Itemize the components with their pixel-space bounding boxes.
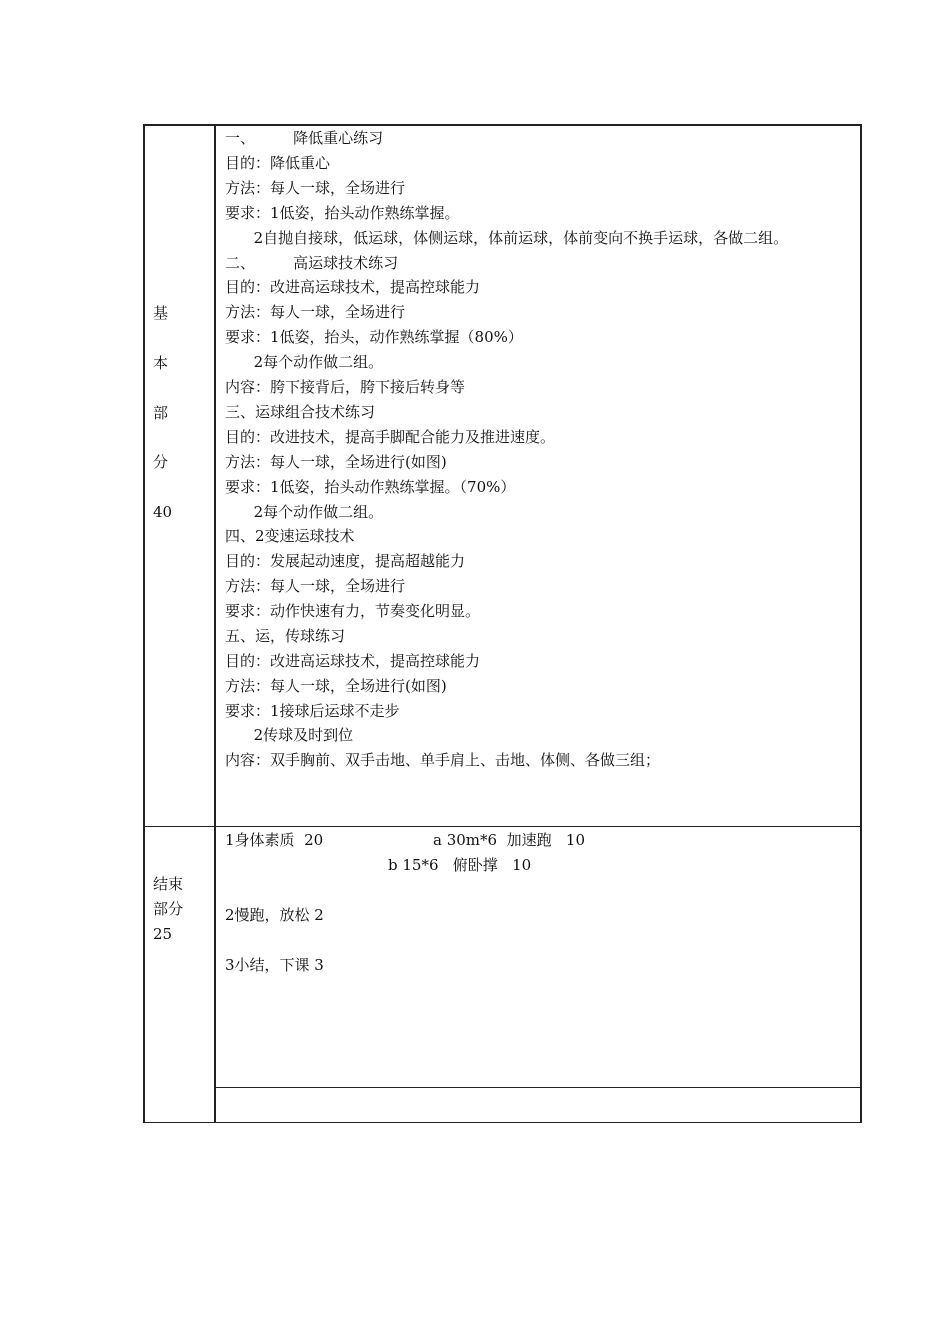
content-line: 目的：改进技术，提高手脚配合能力及推进速度。 [225,428,556,446]
table-right-border [860,124,862,1123]
content-line: 要求：1低姿，抬头动作熟练掌握。 [225,204,460,222]
content-line: 四、2变速运球技术 [225,527,355,545]
content-line: 方法：每人一球，全场进行 [225,179,406,197]
content-line: 方法：每人一球，全场进行 [225,303,406,321]
content-line: 一、 降低重心练习 [225,129,384,147]
content-line: 2每个动作做二组。 [225,353,384,371]
content-line: 目的：发展起动速度，提高超越能力 [225,552,466,570]
label-line: 部分 [153,900,184,918]
content-line: 要求：1低姿，抬头动作熟练掌握。（70%） [225,478,516,496]
content-line: 二、 高运球技术练习 [225,254,399,272]
content-line: 要求：动作快速有力，节奏变化明显。 [225,602,481,620]
label-char: 分 [153,453,169,471]
content-line: 五、运，传球练习 [225,627,346,645]
content-line: 2每个动作做二组。 [225,503,384,521]
column-divider [214,124,216,1123]
fitness-sub-a: a 30m*6 加速跑 10 [433,831,585,849]
fitness-sub-b: b 15*6 俯卧撑 10 [388,856,532,874]
content-line: 目的：降低重心 [225,154,331,172]
fitness-item: 1身体素质 20 [225,831,324,849]
label-line: 结束 [153,875,184,893]
content-line: 三、运球组合技术练习 [225,403,376,421]
table-left-border [143,124,145,1123]
label-char: 部 [153,404,169,422]
content-line: 方法：每人一球，全场进行(如图) [225,677,447,695]
inner-divider [215,1087,862,1088]
content-line: 内容：胯下接背后，胯下接后转身等 [225,378,466,396]
cooldown-item: 2慢跑，放松 2 [225,906,324,924]
content-line: 目的：改进高运球技术，提高控球能力 [225,278,481,296]
content-line: 方法：每人一球，全场进行 [225,577,406,595]
table-bottom-border [143,1122,862,1123]
label-duration: 40 [153,503,173,521]
content-line: 目的：改进高运球技术，提高控球能力 [225,652,481,670]
content-line: 内容：双手胸前、双手击地、单手肩上、击地、体侧、各做三组； [225,751,661,769]
content-line: 要求：1接球后运球不走步 [225,702,400,720]
row-divider [143,826,862,827]
label-duration: 25 [153,925,173,943]
content-line: 要求：1低姿，抬头，动作熟练掌握（80%） [225,328,523,346]
label-char: 本 [153,354,169,372]
table-top-border [143,124,862,126]
content-line: 2自抛自接球，低运球，体侧运球，体前运球，体前变向不换手运球，各做二组。 [225,229,789,247]
content-line: 2传球及时到位 [225,726,354,744]
label-char: 基 [153,304,169,322]
summary-item: 3小结，下课 3 [225,956,324,974]
content-line: 方法：每人一球，全场进行(如图) [225,453,447,471]
